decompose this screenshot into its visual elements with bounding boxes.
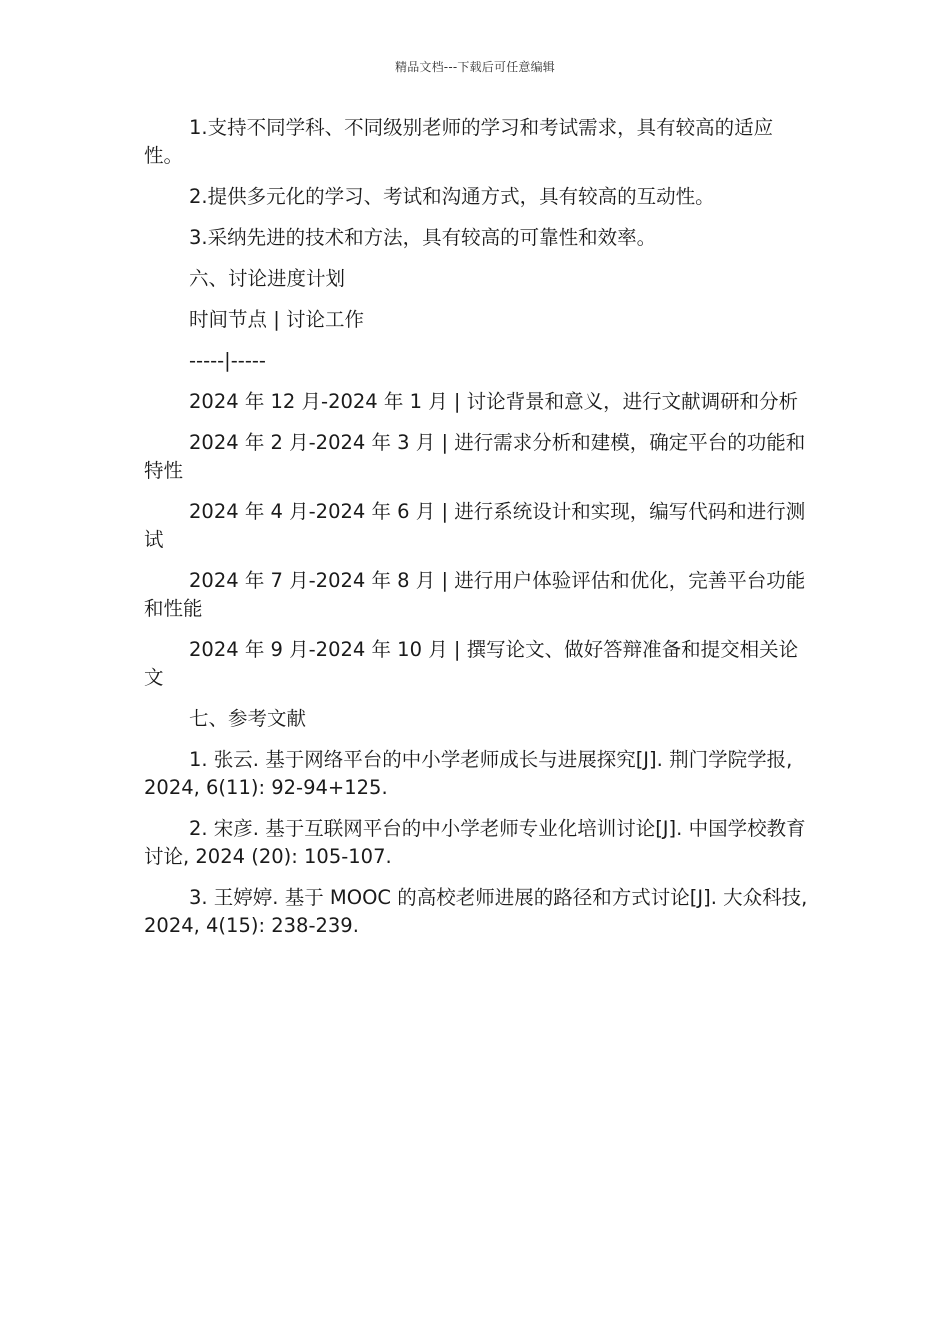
section-heading-schedule: 六、讨论进度计划 <box>189 267 346 290</box>
reference-item: 3. 王婷婷. 基于 MOOC 的高校老师进展的路径和方式讨论[J]. 大众科技, 2024, 4(15): 238-239. <box>144 886 808 937</box>
paragraph-interactivity: 2.提供多元化的学习、考试和沟通方式，具有较高的互动性。 <box>189 185 715 208</box>
schedule-row: 2024 年 7 月-2024 年 8 月 | 进行用户体验评估和优化，完善平台功能和性能 <box>144 569 806 620</box>
schedule-table-separator: -----|----- <box>189 349 266 372</box>
document-body <box>144 114 808 953</box>
schedule-row: 2024 年 2 月-2024 年 3 月 | 进行需求分析和建模，确定平台的功能和特性 <box>144 431 806 482</box>
schedule-row: 2024 年 4 月-2024 年 6 月 | 进行系统设计和实现，编写代码和进行测试 <box>144 500 806 551</box>
section-heading-references: 七、参考文献 <box>189 707 307 730</box>
schedule-table-header: 时间节点 | 讨论工作 <box>189 308 364 331</box>
page-header: 精品文档---下载后可任意编辑 <box>395 60 555 74</box>
reference-item: 2. 宋彦. 基于互联网平台的中小学老师专业化培训讨论[J]. 中国学校教育讨论, 2024 (20): 105-107. <box>144 817 806 868</box>
schedule-row: 2024 年 12 月-2024 年 1 月 | 讨论背景和意义，进行文献调研和分析 <box>189 390 799 413</box>
reference-item: 1. 张云. 基于网络平台的中小学老师成长与进展探究[J]. 荆门学院学报, 2024, 6(11): 92-94+125. <box>144 748 793 799</box>
paragraph-reliability: 3.采纳先进的技术和方法，具有较高的可靠性和效率。 <box>189 226 657 249</box>
schedule-row: 2024 年 9 月-2024 年 10 月 | 撰写论文、做好答辩准备和提交相关论文 <box>144 638 799 689</box>
paragraph-adaptability: 1.支持不同学科、不同级别老师的学习和考试需求，具有较高的适应性。 <box>144 116 774 167</box>
